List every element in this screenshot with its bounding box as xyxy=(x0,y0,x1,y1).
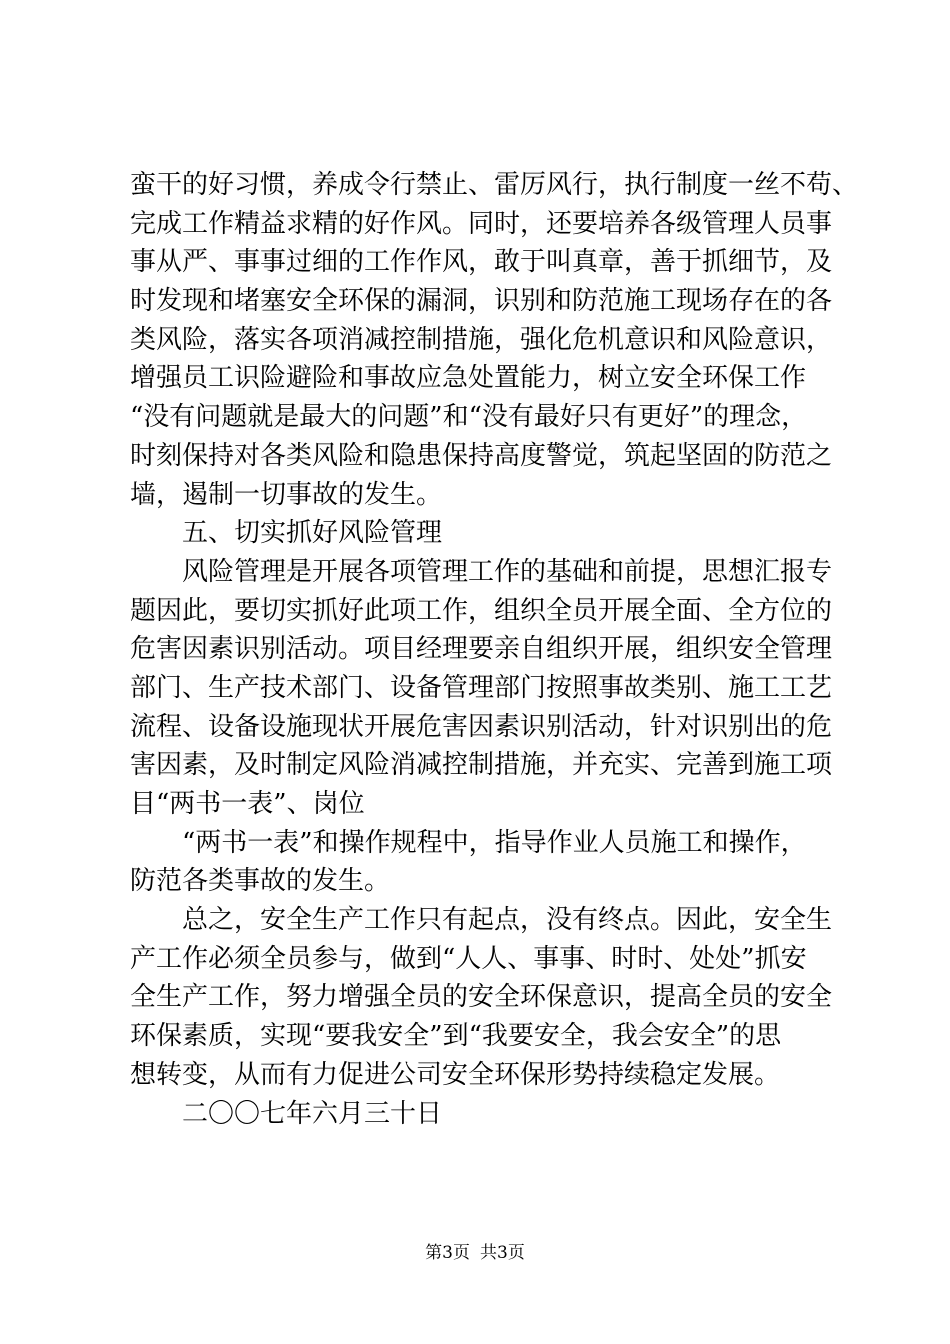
text-line: 环保素质，实现“要我安全”到“我要安全，我会安全”的思 xyxy=(130,1021,782,1052)
document-date: 二〇〇七年六月三十日 xyxy=(182,1098,443,1129)
text-line: 全生产工作，努力增强全员的安全环保意识，提高全员的安全 xyxy=(130,982,833,1013)
page-number: 第3页 xyxy=(425,1243,470,1263)
text-line: 部门、生产技术部门、设备管理部门按照事故类别、施工工艺 xyxy=(130,672,833,703)
text-line: 防范各类事故的发生。 xyxy=(130,866,391,897)
text-line: 增强员工识险避险和事故应急处置能力，树立安全环保工作 xyxy=(130,363,807,394)
text-line: 事从严、事事过细的工作作风，敢于叫真章，善于抓细节，及 xyxy=(130,247,833,278)
page-total: 共3页 xyxy=(480,1243,525,1263)
text-line: 时刻保持对各类风险和隐患保持高度警觉，筑起坚固的防范之 xyxy=(130,440,833,471)
body-text xyxy=(130,166,859,1133)
text-line: “没有问题就是最大的问题”和“没有最好只有更好”的理念， xyxy=(130,402,808,433)
text-line: 产工作必须全员参与，做到“人人、事事、时时、处处”抓安 xyxy=(130,943,807,974)
page-footer xyxy=(0,1241,950,1265)
text-line: 想转变，从而有力促进公司安全环保形势持续稳定发展。 xyxy=(130,1059,781,1090)
text-line: 风险管理是开展各项管理工作的基础和前提，思想汇报专 xyxy=(182,556,833,587)
section-heading: 五、切实抓好风险管理 xyxy=(182,518,443,549)
text-line: 时发现和堵塞安全环保的漏洞，识别和防范施工现场存在的各 xyxy=(130,286,833,317)
text-line: “两书一表”和操作规程中，指导作业人员施工和操作， xyxy=(182,827,807,858)
text-line: 害因素，及时制定风险消减控制措施，并充实、完善到施工项 xyxy=(130,750,833,781)
text-line: 墙，遏制一切事故的发生。 xyxy=(130,479,443,510)
text-line: 题因此，要切实抓好此项工作，组织全员开展全面、全方位的 xyxy=(130,595,833,626)
text-line: 总之，安全生产工作只有起点，没有终点。因此，安全生 xyxy=(182,905,833,936)
text-line: 类风险，落实各项消减控制措施，强化危机意识和风险意识， xyxy=(130,324,833,355)
text-line: 目“两书一表”、岗位 xyxy=(130,789,365,819)
text-line: 危害因素识别活动。项目经理要亲自组织开展，组织安全管理 xyxy=(130,634,833,665)
text-line: 完成工作精益求精的好作风。同时，还要培养各级管理人员事 xyxy=(130,208,833,239)
text-line: 流程、设备设施现状开展危害因素识别活动，针对识别出的危 xyxy=(130,711,833,742)
text-line: 蛮干的好习惯，养成令行禁止、雷厉风行，执行制度一丝不苟、 xyxy=(130,170,859,200)
